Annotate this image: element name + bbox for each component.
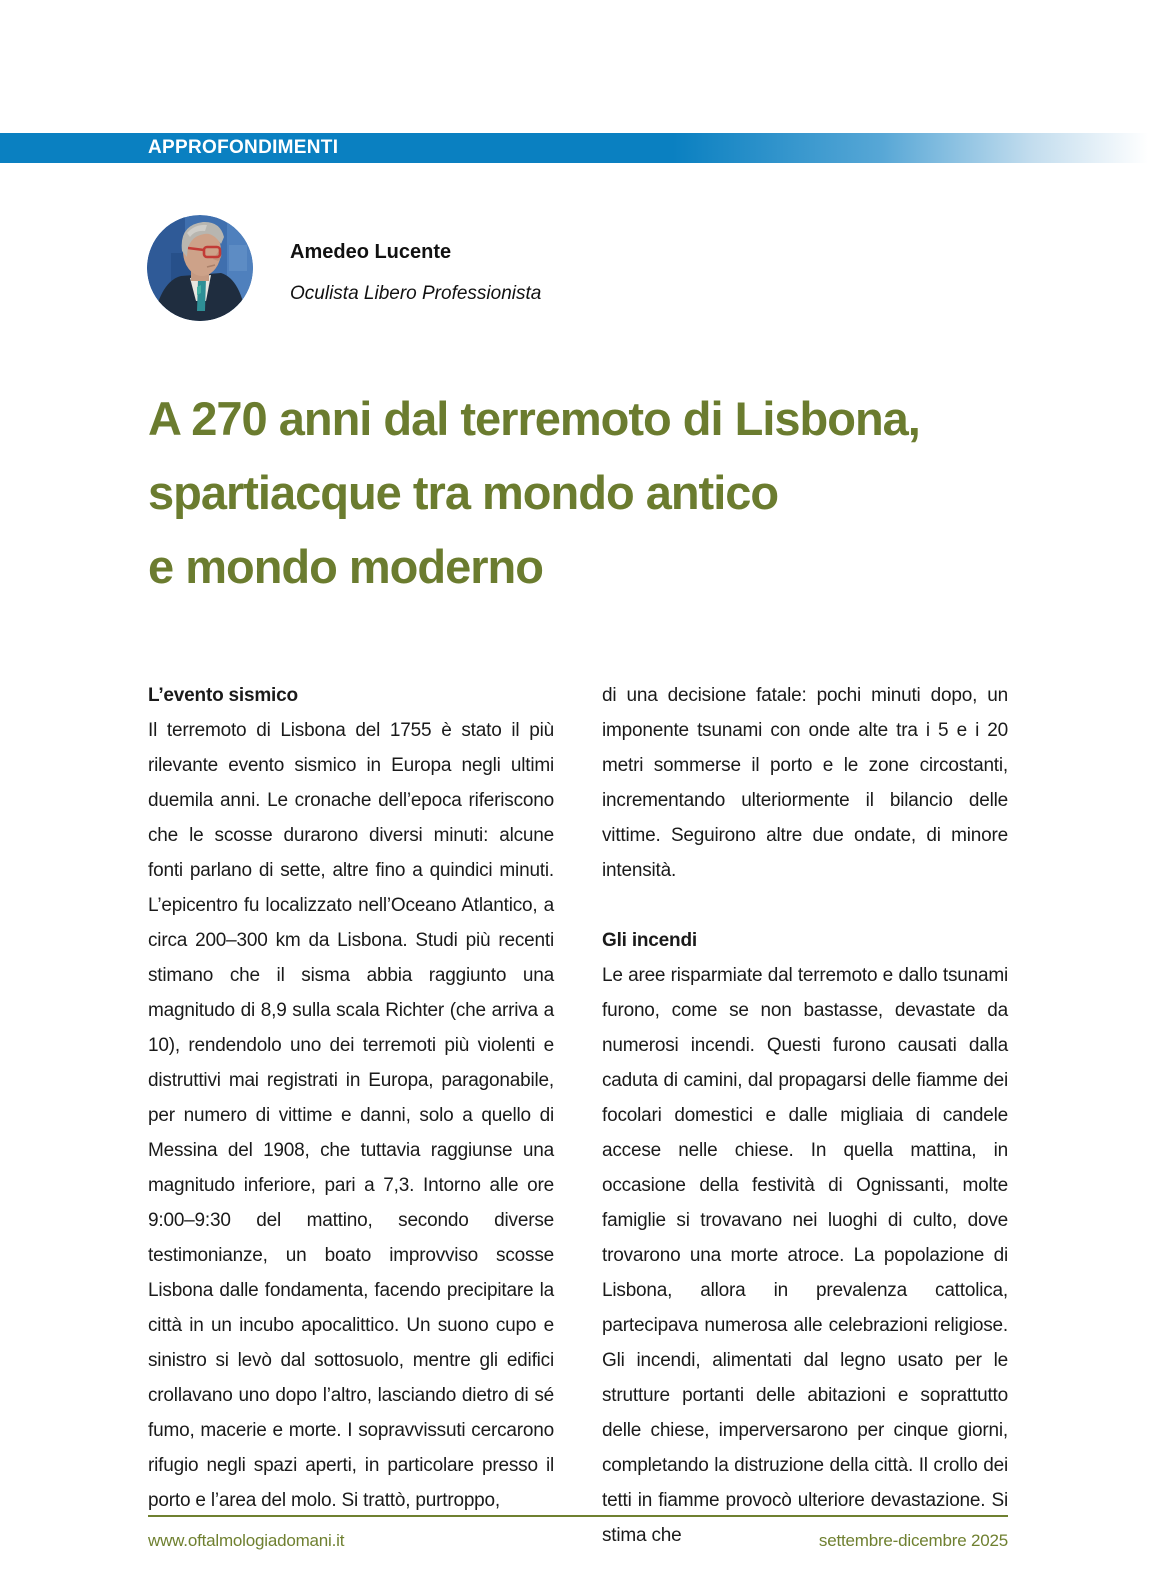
page-footer xyxy=(148,1531,1008,1551)
footer-divider xyxy=(148,1515,1008,1517)
article-column-right xyxy=(602,678,1008,1553)
article-column-left xyxy=(148,678,554,1518)
section-heading-evento-sismico: L’evento sismico xyxy=(148,685,298,706)
footer-issue-date: settembre-dicembre 2025 xyxy=(818,1531,1008,1550)
section-heading-gli-incendi: Gli incendi xyxy=(602,930,697,951)
article-title-line-3: e mondo moderno xyxy=(148,540,543,593)
author-portrait-graphic xyxy=(147,215,253,321)
author-role: Oculista Libero Professionista xyxy=(290,283,542,304)
article-title-line-2: spartiacque tra mondo antico xyxy=(148,466,779,519)
body-paragraph-incendi: Le aree risparmiate dal terremoto e dallo tsunami furono, come se non bastasse, devastate da numerosi incendi. Questi furono causati dalla caduta di camini, dal propagarsi delle fiamme dei focolari domestici e dalle migliaia di candele accese nelle chiese. In quella mattina, in occasione della festività di Ognissanti, molte famiglie si trovavano nei luoghi di culto, dove trovarono una morte atroce. La popolazione di Lisbona, allora in prevalenza cattolica, partecipava numerosa alle celebrazioni religiose. Gli incendi, alimentati dal legno usato per le strutture portanti delle abitazioni e soprattutto delle chiese, imperversarono per cinque giorni, completando la distruzione della città. Il crollo dei tetti in fiamme provocò ulteriore devastazione. Si stima che xyxy=(602,965,1008,1546)
author-block xyxy=(147,215,541,321)
body-paragraph-evento-sismico: Il terremoto di Lisbona del 1755 è stato il più rilevante evento sismico in Europa negli ultimi duemila anni. Le cronache dell’epoca riferiscono che le scosse durarono diversi minuti: alcune fonti parlano di sette, altre fino a quindici minuti. L’epicentro fu localizzato nell’Oceano Atlantico, a circa 200–300 km da Lisbona. Studi più recenti stimano che il sisma abbia raggiunto una magnitudo di 8,9 sulla scala Richter (che arriva a 10), rendendolo uno dei terremoti più violenti e distruttivi mai registrati in Europa, paragonabile, per numero di vittime e danni, solo a quello di Messina del 1908, che tuttavia raggiunse una magnitudo inferiore, pari a 7,3. Intorno alle ore 9:00–9:30 del mattino, secondo diverse testimonianze, un boato improvviso scosse Lisbona dalle fondamenta, facendo precipitare la città in un incubo apocalittico. Un suono cupo e sinistro si levò dal sottosuolo, mentre gli edifici crollavano uno dopo l’altro, lasciando dietro di sé fumo, macerie e morte. I sopravvissuti cercarono rifugio negli spazi aperti, in particolare presso il porto e l’area del molo. Si trattò, purtroppo, xyxy=(148,720,554,1511)
kicker-band xyxy=(0,133,1160,163)
article-title-line-1: A 270 anni dal terremoto di Lisbona, xyxy=(148,392,920,445)
kicker-label: APPROFONDIMENTI xyxy=(148,137,339,158)
footer-website: www.oftalmologiadomani.it xyxy=(148,1531,345,1550)
author-name: Amedeo Lucente xyxy=(290,241,452,263)
article-title xyxy=(148,382,1048,604)
body-paragraph-tsunami: di una decisione fatale: pochi minuti dopo, un imponente tsunami con onde alte tra i 5 e i 20 metri sommerse il porto e le zone circostanti, incrementando ulteriormente il bilancio delle vittime. Seguirono altre due ondate, di minore intensità. xyxy=(602,685,1008,881)
author-photo xyxy=(147,215,253,321)
author-meta xyxy=(290,215,541,305)
